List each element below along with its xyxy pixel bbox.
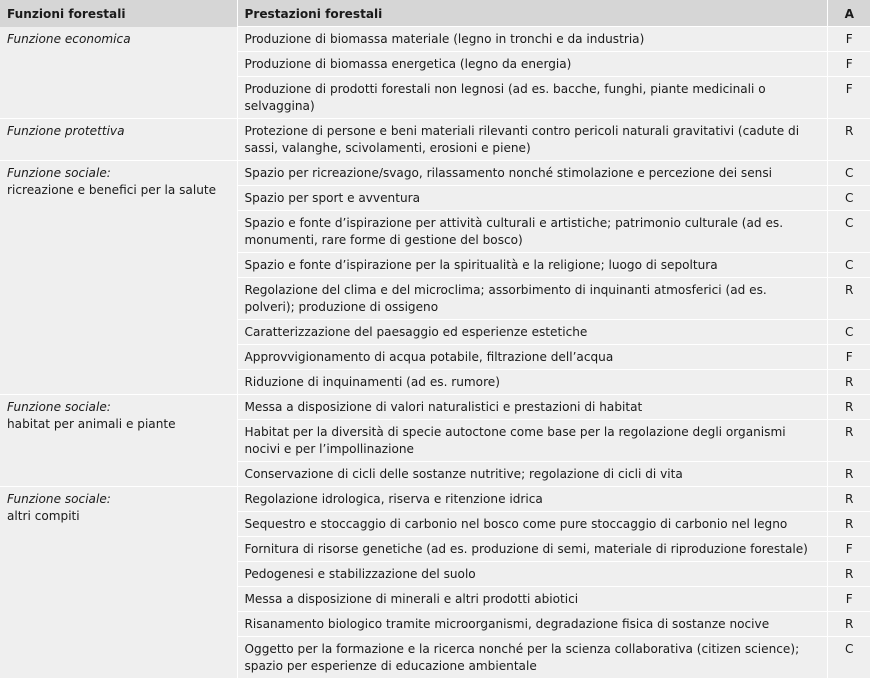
code-cell: C [827, 320, 870, 345]
service-cell: Produzione di prodotti forestali non legnosi (ad es. bacche, funghi, piante medicinali o selvaggina) [237, 77, 827, 119]
code-cell: R [827, 612, 870, 637]
code-cell: R [827, 487, 870, 512]
code-cell: R [827, 462, 870, 487]
function-title: Funzione protettiva [7, 124, 125, 138]
service-cell: Approvvigionamento di acqua potabile, filtrazione dell’acqua [237, 345, 827, 370]
function-cell [0, 487, 237, 679]
service-cell: Risanamento biologico tramite microorganismi, degradazione fisica di sostanze nocive [237, 612, 827, 637]
service-cell: Regolazione idrologica, riserva e ritenzione idrica [237, 487, 827, 512]
code-cell: C [827, 186, 870, 211]
function-subtitle: habitat per animali e piante [7, 417, 176, 431]
table-row [0, 161, 870, 186]
code-cell: R [827, 420, 870, 462]
function-cell [0, 395, 237, 487]
code-cell: C [827, 211, 870, 253]
code-cell: C [827, 161, 870, 186]
function-cell [0, 161, 237, 395]
code-cell: R [827, 278, 870, 320]
table-row [0, 395, 870, 420]
function-title: Funzione sociale: [7, 166, 111, 180]
code-cell: F [827, 345, 870, 370]
code-cell: R [827, 512, 870, 537]
service-cell: Produzione di biomassa materiale (legno in tronchi e da industria) [237, 27, 827, 52]
service-cell: Spazio per sport e avventura [237, 186, 827, 211]
code-cell: F [827, 537, 870, 562]
table-row [0, 27, 870, 52]
code-cell: R [827, 562, 870, 587]
header-functions: Funzioni forestali [0, 0, 237, 27]
service-cell: Riduzione di inquinamenti (ad es. rumore) [237, 370, 827, 395]
service-cell: Messa a disposizione di valori naturalistici e prestazioni di habitat [237, 395, 827, 420]
code-cell: R [827, 119, 870, 161]
function-subtitle: altri compiti [7, 509, 80, 523]
table-row [0, 487, 870, 512]
service-cell: Fornitura di risorse genetiche (ad es. produzione di semi, materiale di riproduzione forestale) [237, 537, 827, 562]
code-cell: C [827, 253, 870, 278]
service-cell: Habitat per la diversità di specie autoctone come base per la regolazione degli organismi nocivi e per l’impollinazione [237, 420, 827, 462]
table-body [0, 27, 870, 679]
service-cell: Protezione di persone e beni materiali rilevanti contro pericoli naturali gravitativi (cadute di sassi, valanghe, scivolamenti, erosioni e piene) [237, 119, 827, 161]
function-subtitle: ricreazione e benefici per la salute [7, 183, 217, 197]
service-cell: Spazio e fonte d’ispirazione per la spiritualità e la religione; luogo di sepoltura [237, 253, 827, 278]
function-cell [0, 27, 237, 119]
code-cell: F [827, 77, 870, 119]
code-cell: R [827, 370, 870, 395]
service-cell: Regolazione del clima e del microclima; assorbimento di inquinanti atmosferici (ad es. polveri); produzione di ossigeno [237, 278, 827, 320]
code-cell: F [827, 52, 870, 77]
header-row [0, 0, 870, 27]
service-cell: Spazio e fonte d’ispirazione per attività culturali e artistiche; patrimonio culturale (ad es. monumenti, rare forme di gestione del bosco) [237, 211, 827, 253]
code-cell: R [827, 395, 870, 420]
service-cell: Conservazione di cicli delle sostanze nutritive; regolazione di cicli di vita [237, 462, 827, 487]
code-cell: C [827, 637, 870, 679]
header-services: Prestazioni forestali [237, 0, 827, 27]
service-cell: Caratterizzazione del paesaggio ed esperienze estetiche [237, 320, 827, 345]
service-cell: Produzione di biomassa energetica (legno da energia) [237, 52, 827, 77]
code-cell: F [827, 587, 870, 612]
service-cell: Pedogenesi e stabilizzazione del suolo [237, 562, 827, 587]
service-cell: Sequestro e stoccaggio di carbonio nel bosco come pure stoccaggio di carbonio nel legno [237, 512, 827, 537]
service-cell: Messa a disposizione di minerali e altri prodotti abiotici [237, 587, 827, 612]
code-cell: F [827, 27, 870, 52]
function-cell [0, 119, 237, 161]
table-row [0, 119, 870, 161]
function-title: Funzione economica [7, 31, 131, 46]
function-title: Funzione sociale: [7, 400, 111, 414]
function-title: Funzione sociale: [7, 492, 111, 506]
service-cell: Oggetto per la formazione e la ricerca nonché per la scienza collaborativa (citizen science); spazio per esperienze di educazione ambientale [237, 637, 827, 679]
service-cell: Spazio per ricreazione/svago, rilassamento nonché stimolazione e percezione dei sensi [237, 161, 827, 186]
header-code: A [827, 0, 870, 27]
